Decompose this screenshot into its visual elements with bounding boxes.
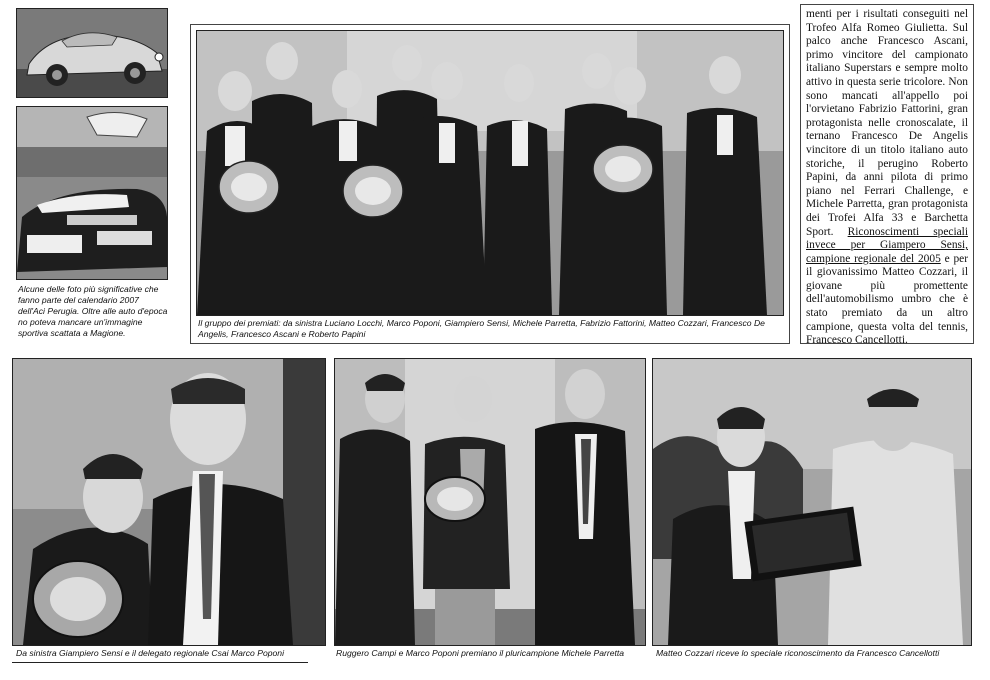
sensi-poponi-photo xyxy=(12,358,326,646)
race-car-illustration xyxy=(17,107,167,279)
vintage-car-illustration xyxy=(17,9,167,97)
article-text-intro: menti per i risultati conseguiti nel Trofeo Alfa Romeo Giulietta. Sul palco anche Francesco Ascani, primo vincitore del campionato italiano Superstars e sempre molto attivo in questa serie tricolore. Non sono mancati all'appello poi l'orvietano Fabrizio Fattorini, gran protagonista nelle cronoscalate, il ternano Francesco De Angelis vincitore di un titolo italiano auto storiche, il perugino Roberto Papini, da anni pilota di primo piano nel Ferrari Challenge, e Michele Parretta, gran protagonista dei Trofei Alfa 33 e Barchetta Sport. xyxy=(806,8,968,238)
group-awards-photo xyxy=(196,30,784,316)
campi-poponi-parretta-illustration xyxy=(335,359,645,645)
bottom-left-rule xyxy=(12,662,308,663)
left-column-caption: Alcune delle foto più significative che fanno parte del calendario 2007 dell'Aci Perugia. Oltre alle auto d'epoca no poteva mancare un'immagine sportiva scattata a Magione. xyxy=(18,284,168,338)
bottom-right-caption: Matteo Cozzari riceve lo speciale riconoscimento da Francesco Cancellotti xyxy=(656,648,940,658)
article-text-end: e per il giovanissimo Matteo Cozzari, il giovane più promettente dell'automobilismo umbro che è stato premiato da un altro campione, questa volta del tennis, Francesco Cancellotti. xyxy=(806,252,968,347)
group-illustration xyxy=(197,31,783,315)
campi-poponi-parretta-photo xyxy=(334,358,646,646)
article-text xyxy=(806,8,968,348)
bottom-left-caption: Da sinistra Giampiero Sensi e il delegato regionale Csai Marco Poponi xyxy=(16,648,284,658)
article-text-highlight: Riconoscimenti speciali invece per Giampero Sensi, campione regionale del 2005 xyxy=(806,225,968,265)
vintage-car-photo xyxy=(16,8,168,98)
race-car-photo xyxy=(16,106,168,280)
bottom-middle-caption: Ruggero Campi e Marco Poponi premiano il pluricampione Michele Parretta xyxy=(336,648,625,658)
cozzari-cancellotti-photo xyxy=(652,358,972,646)
sensi-poponi-illustration xyxy=(13,359,325,645)
group-caption: Il gruppo dei premiati: da sinistra Luciano Locchi, Marco Poponi, Giampiero Sensi, Michele Parretta, Fabrizio Fattorini, Matteo Cozzari, Francesco De Angelis, Francesco Ascani e Roberto Papini xyxy=(198,318,765,339)
cozzari-cancellotti-illustration xyxy=(653,359,971,645)
